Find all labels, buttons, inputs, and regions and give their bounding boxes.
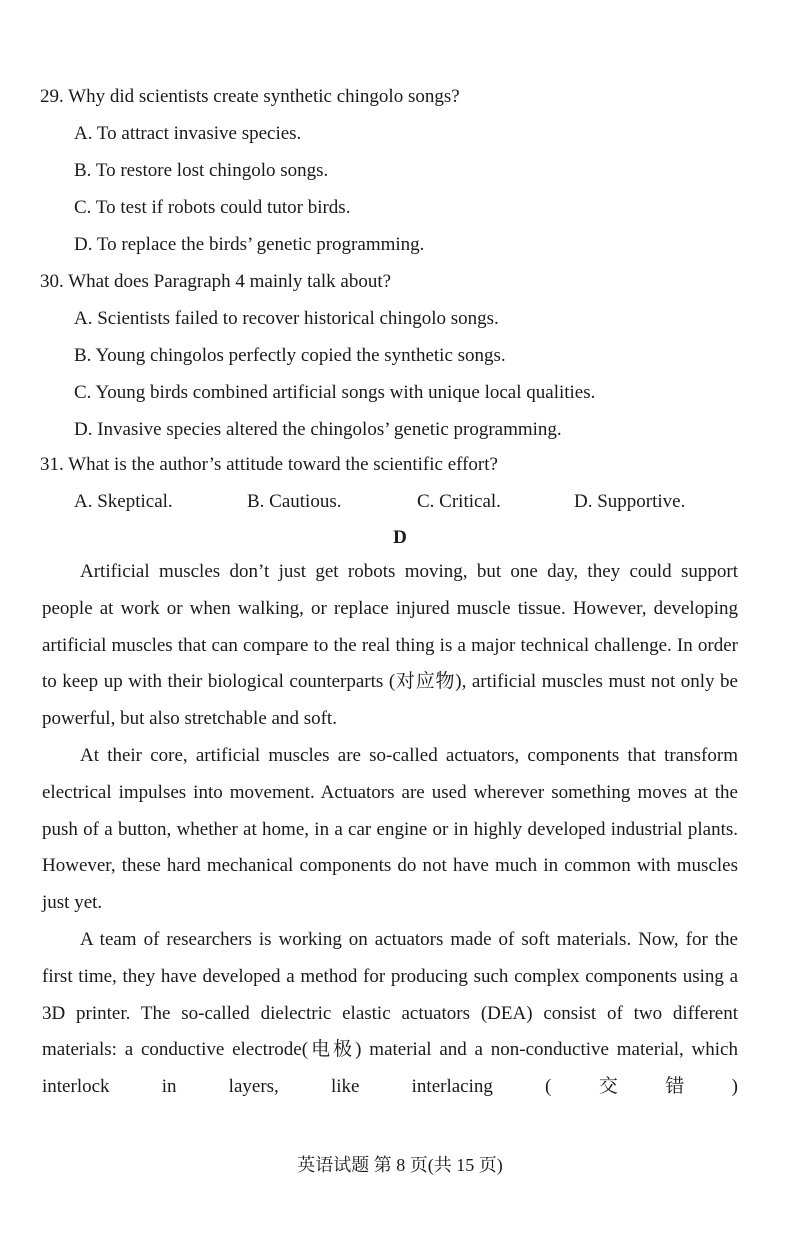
passage-paragraph-2: At their core, artificial muscles are so-called actuators, components that transform electrical impulses into movement. Actuators are used wherever something moves at the push of a button, whether at home, in a car engine or in highly developed industrial plants. However, these hard mechanical components do not have much in common with muscles just yet. (42, 744, 738, 914)
question-31 (40, 446, 760, 520)
option-a: A. Skeptical. (74, 491, 173, 512)
option-a: A. To attract invasive species. (74, 123, 302, 144)
options-row (40, 483, 760, 520)
question-30 (40, 263, 760, 448)
option-c: C. To test if robots could tutor birds. (74, 197, 351, 218)
passage-paragraph-3: A team of researchers is working on actuators made of soft materials. Now, for the first time, they have developed a method for producing such complex components using a 3D printer. The so-called dielectric elastic actuators (DEA) consist of two different materials: a conductive electrode(电极) material and a non-conductive material, which interlock in layers, like interlacing (交错) (42, 928, 738, 1098)
reading-passage (42, 554, 738, 1106)
option-c: C. Critical. (417, 491, 501, 512)
option-a: A. Scientists failed to recover historical chingolo songs. (74, 308, 499, 329)
option-b: B. Young chingolos perfectly copied the synthetic songs. (74, 345, 506, 366)
passage-paragraph-1: Artificial muscles don’t just get robots moving, but one day, they could support people at work or when walking, or replace injured muscle tissue. However, developing artificial muscles that can compare to the real thing is a major technical challenge. In order to keep up with their biological counterparts (对应物), artificial muscles must not only be powerful, but also stretchable and soft. (42, 561, 738, 730)
question-stem: 30. What does Paragraph 4 mainly talk about? (40, 271, 392, 292)
option-c: C. Young birds combined artificial songs with unique local qualities. (74, 382, 596, 403)
option-d: D. Supportive. (574, 491, 686, 512)
question-29 (40, 78, 760, 263)
question-stem: 31. What is the author’s attitude toward the scientific effort? (40, 454, 498, 475)
option-b: B. Cautious. (247, 491, 342, 512)
option-d: D. Invasive species altered the chingolos’ genetic programming. (74, 419, 562, 440)
section-heading: D (393, 527, 407, 548)
page-footer: 英语试题 第 8 页(共 15 页) (297, 1155, 503, 1175)
option-b: B. To restore lost chingolo songs. (74, 160, 329, 181)
option-d: D. To replace the birds’ genetic programming. (74, 234, 425, 255)
question-stem: 29. Why did scientists create synthetic chingolo songs? (40, 86, 460, 107)
